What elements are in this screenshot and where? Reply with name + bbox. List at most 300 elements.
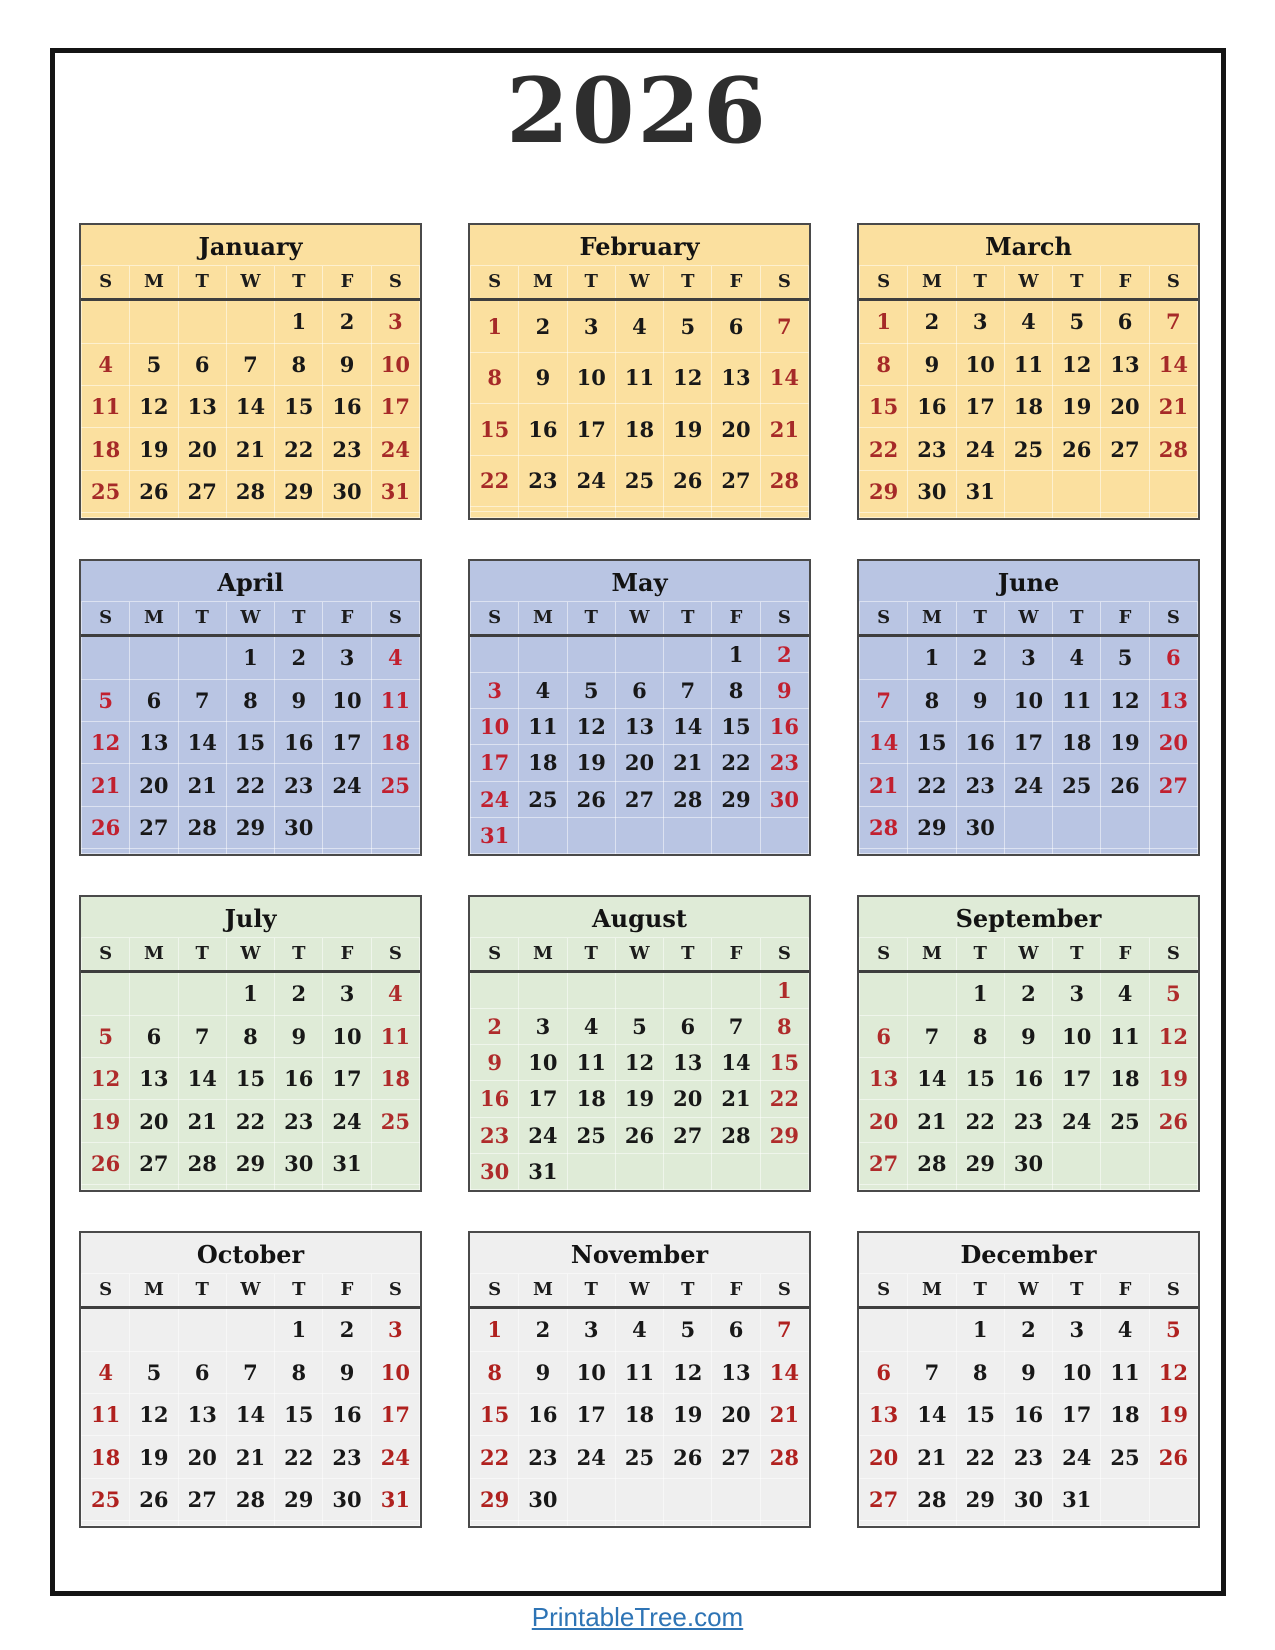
empty-cell <box>226 849 274 854</box>
weekday-header: T <box>956 266 1004 299</box>
day-cell: 30 <box>275 1142 323 1184</box>
day-cell: 1 <box>956 971 1004 1015</box>
day-cell: 31 <box>1053 1478 1101 1520</box>
day-cell: 16 <box>275 1057 323 1099</box>
weekday-header: S <box>82 266 130 299</box>
month-october <box>79 1231 422 1528</box>
day-cell: 9 <box>323 343 371 385</box>
month-grid <box>859 602 1198 854</box>
day-cell: 1 <box>226 971 274 1015</box>
day-cell: 31 <box>371 1478 419 1520</box>
day-cell: 27 <box>712 455 760 506</box>
day-cell: 7 <box>908 1015 956 1057</box>
day-cell: 6 <box>130 1015 178 1057</box>
empty-cell <box>567 1521 615 1526</box>
month-title: September <box>859 897 1198 938</box>
day-cell: 23 <box>519 1436 567 1478</box>
day-cell: 11 <box>615 352 663 403</box>
day-cell: 27 <box>1101 428 1149 470</box>
empty-cell <box>1149 1478 1197 1520</box>
day-cell: 3 <box>1004 635 1052 679</box>
empty-cell <box>956 1521 1004 1526</box>
empty-cell <box>130 1185 178 1190</box>
day-cell: 28 <box>712 1117 760 1153</box>
day-cell: 4 <box>615 299 663 352</box>
weekday-header: S <box>371 1274 419 1307</box>
day-cell: 15 <box>275 385 323 427</box>
day-cell: 4 <box>1004 299 1052 343</box>
day-cell: 18 <box>1053 721 1101 763</box>
day-cell: 18 <box>519 745 567 781</box>
day-cell: 24 <box>323 1100 371 1142</box>
month-grid <box>859 1274 1198 1526</box>
day-cell: 19 <box>1101 721 1149 763</box>
weekday-header: F <box>1101 266 1149 299</box>
weekday-header: T <box>178 938 226 971</box>
day-cell: 22 <box>275 428 323 470</box>
day-cell: 15 <box>275 1393 323 1435</box>
day-cell: 27 <box>860 1478 908 1520</box>
day-cell: 30 <box>275 806 323 848</box>
day-cell: 30 <box>908 470 956 512</box>
day-cell: 29 <box>956 1142 1004 1184</box>
weekday-header: T <box>956 1274 1004 1307</box>
day-cell: 28 <box>226 1478 274 1520</box>
day-cell: 12 <box>1101 679 1149 721</box>
empty-cell <box>82 1307 130 1351</box>
day-cell: 21 <box>226 1436 274 1478</box>
day-cell: 27 <box>1149 764 1197 806</box>
day-cell: 7 <box>860 679 908 721</box>
day-cell: 26 <box>82 1142 130 1184</box>
day-cell: 11 <box>1101 1015 1149 1057</box>
day-cell: 22 <box>956 1436 1004 1478</box>
day-cell: 11 <box>371 679 419 721</box>
day-cell: 5 <box>664 299 712 352</box>
day-cell: 13 <box>664 1045 712 1081</box>
day-cell: 22 <box>760 1081 808 1117</box>
day-cell: 16 <box>1004 1057 1052 1099</box>
day-cell: 3 <box>1053 1307 1101 1351</box>
day-cell: 5 <box>130 1351 178 1393</box>
empty-cell <box>664 971 712 1008</box>
day-cell: 7 <box>226 343 274 385</box>
empty-cell <box>371 1142 419 1184</box>
empty-cell <box>275 849 323 854</box>
day-cell: 20 <box>664 1081 712 1117</box>
weekday-header: T <box>1053 1274 1101 1307</box>
footer-link[interactable]: PrintableTree.com <box>531 1602 744 1632</box>
day-cell: 20 <box>178 428 226 470</box>
day-cell: 5 <box>130 343 178 385</box>
empty-cell <box>908 513 956 518</box>
weekday-header: S <box>1149 602 1197 635</box>
day-cell: 25 <box>1053 764 1101 806</box>
day-cell: 14 <box>760 1351 808 1393</box>
weekday-header: T <box>275 938 323 971</box>
day-cell: 29 <box>226 806 274 848</box>
day-cell: 25 <box>615 455 663 506</box>
day-cell: 23 <box>908 428 956 470</box>
day-cell: 23 <box>323 1436 371 1478</box>
day-cell: 12 <box>664 1351 712 1393</box>
day-cell: 28 <box>760 455 808 506</box>
month-grid <box>81 266 420 518</box>
day-cell: 16 <box>956 721 1004 763</box>
month-title: August <box>470 897 809 938</box>
day-cell: 28 <box>226 470 274 512</box>
day-cell: 26 <box>615 1117 663 1153</box>
empty-cell <box>82 971 130 1015</box>
day-cell: 15 <box>860 385 908 427</box>
month-december <box>857 1231 1200 1528</box>
day-cell: 12 <box>130 1393 178 1435</box>
day-cell: 7 <box>760 1307 808 1351</box>
weekday-header: W <box>1004 938 1052 971</box>
empty-cell <box>371 513 419 518</box>
day-cell: 6 <box>860 1351 908 1393</box>
empty-cell <box>1101 806 1149 848</box>
day-cell: 14 <box>664 709 712 745</box>
empty-cell <box>567 971 615 1008</box>
day-cell: 29 <box>712 781 760 817</box>
day-cell: 17 <box>471 745 519 781</box>
weekday-header: W <box>226 266 274 299</box>
day-cell: 28 <box>1149 428 1197 470</box>
day-cell: 30 <box>1004 1478 1052 1520</box>
day-cell: 28 <box>178 806 226 848</box>
weekday-header: S <box>471 938 519 971</box>
day-cell: 18 <box>615 1393 663 1435</box>
weekday-header: T <box>275 266 323 299</box>
day-cell: 17 <box>1004 721 1052 763</box>
empty-cell <box>567 1153 615 1189</box>
empty-cell <box>908 1521 956 1526</box>
day-cell: 8 <box>956 1351 1004 1393</box>
empty-cell <box>567 817 615 853</box>
empty-cell <box>371 1521 419 1526</box>
day-cell: 16 <box>760 709 808 745</box>
day-cell: 27 <box>664 1117 712 1153</box>
day-cell: 21 <box>226 428 274 470</box>
day-cell: 13 <box>1101 343 1149 385</box>
empty-cell <box>323 1521 371 1526</box>
weekday-header: W <box>615 602 663 635</box>
empty-cell <box>860 849 908 854</box>
day-cell: 11 <box>82 1393 130 1435</box>
weekday-header: W <box>1004 266 1052 299</box>
day-cell: 19 <box>1149 1057 1197 1099</box>
empty-cell <box>1101 1185 1149 1190</box>
day-cell: 15 <box>226 721 274 763</box>
day-cell: 4 <box>1101 1307 1149 1351</box>
empty-cell <box>1004 1185 1052 1190</box>
day-cell: 6 <box>860 1015 908 1057</box>
day-cell: 14 <box>178 1057 226 1099</box>
day-cell: 22 <box>471 455 519 506</box>
empty-cell <box>178 513 226 518</box>
day-cell: 24 <box>371 1436 419 1478</box>
empty-cell <box>664 1153 712 1189</box>
empty-cell <box>615 1478 663 1520</box>
weekday-header: F <box>712 266 760 299</box>
day-cell: 7 <box>712 1008 760 1044</box>
day-cell: 5 <box>82 1015 130 1057</box>
weekday-header: S <box>1149 1274 1197 1307</box>
empty-cell <box>567 512 615 518</box>
empty-cell <box>1101 470 1149 512</box>
weekday-header: T <box>956 938 1004 971</box>
empty-cell <box>323 513 371 518</box>
day-cell: 10 <box>519 1045 567 1081</box>
empty-cell <box>860 971 908 1015</box>
weekday-header: M <box>519 266 567 299</box>
day-cell: 21 <box>178 1100 226 1142</box>
day-cell: 5 <box>664 1307 712 1351</box>
day-cell: 21 <box>908 1100 956 1142</box>
empty-cell <box>1004 806 1052 848</box>
day-cell: 26 <box>130 1478 178 1520</box>
weekday-header: S <box>82 1274 130 1307</box>
month-november <box>468 1231 811 1528</box>
empty-cell <box>664 1521 712 1526</box>
empty-cell <box>519 971 567 1008</box>
empty-cell <box>1101 1521 1149 1526</box>
day-cell: 8 <box>956 1015 1004 1057</box>
empty-cell <box>860 513 908 518</box>
weekday-header: W <box>226 938 274 971</box>
empty-cell <box>371 849 419 854</box>
day-cell: 24 <box>519 1117 567 1153</box>
empty-cell <box>712 817 760 853</box>
weekday-header: S <box>1149 938 1197 971</box>
day-cell: 15 <box>471 1393 519 1435</box>
empty-cell <box>1004 849 1052 854</box>
empty-cell <box>712 1521 760 1526</box>
empty-cell <box>471 971 519 1008</box>
empty-cell <box>226 1521 274 1526</box>
weekday-header: F <box>1101 938 1149 971</box>
month-grid <box>81 938 420 1190</box>
day-cell: 25 <box>1101 1100 1149 1142</box>
empty-cell <box>323 1185 371 1190</box>
day-cell: 14 <box>760 352 808 403</box>
day-cell: 2 <box>956 635 1004 679</box>
empty-cell <box>178 299 226 343</box>
day-cell: 4 <box>567 1008 615 1044</box>
day-cell: 20 <box>615 745 663 781</box>
day-cell: 28 <box>908 1142 956 1184</box>
empty-cell <box>519 1521 567 1526</box>
day-cell: 23 <box>471 1117 519 1153</box>
day-cell: 25 <box>82 470 130 512</box>
weekday-header: F <box>1101 1274 1149 1307</box>
day-cell: 11 <box>371 1015 419 1057</box>
day-cell: 30 <box>323 1478 371 1520</box>
day-cell: 2 <box>908 299 956 343</box>
empty-cell <box>130 849 178 854</box>
weekday-header: M <box>519 602 567 635</box>
day-cell: 26 <box>664 455 712 506</box>
weekday-header: T <box>567 938 615 971</box>
day-cell: 12 <box>1149 1351 1197 1393</box>
day-cell: 26 <box>1149 1436 1197 1478</box>
month-grid <box>859 938 1198 1190</box>
weekday-header: S <box>760 602 808 635</box>
day-cell: 4 <box>82 343 130 385</box>
day-cell: 17 <box>323 1057 371 1099</box>
weekday-header: S <box>860 602 908 635</box>
day-cell: 13 <box>130 1057 178 1099</box>
empty-cell <box>130 513 178 518</box>
weekday-header: T <box>178 602 226 635</box>
day-cell: 9 <box>1004 1351 1052 1393</box>
empty-cell <box>226 1307 274 1351</box>
empty-cell <box>860 1521 908 1526</box>
empty-cell <box>82 849 130 854</box>
day-cell: 1 <box>908 635 956 679</box>
day-cell: 1 <box>226 635 274 679</box>
weekday-header: S <box>471 602 519 635</box>
day-cell: 18 <box>371 721 419 763</box>
empty-cell <box>615 1521 663 1526</box>
empty-cell <box>519 817 567 853</box>
day-cell: 2 <box>275 971 323 1015</box>
day-cell: 21 <box>760 1393 808 1435</box>
day-cell: 15 <box>471 404 519 455</box>
day-cell: 13 <box>712 1351 760 1393</box>
weekday-header: T <box>567 1274 615 1307</box>
day-cell: 14 <box>1149 343 1197 385</box>
month-april <box>79 559 422 856</box>
weekday-header: W <box>226 1274 274 1307</box>
day-cell: 16 <box>323 1393 371 1435</box>
day-cell: 20 <box>130 1100 178 1142</box>
empty-cell <box>712 1153 760 1189</box>
empty-cell <box>956 513 1004 518</box>
empty-cell <box>82 299 130 343</box>
day-cell: 6 <box>178 343 226 385</box>
month-january <box>79 223 422 520</box>
day-cell: 18 <box>82 1436 130 1478</box>
empty-cell <box>82 1521 130 1526</box>
empty-cell <box>226 1185 274 1190</box>
day-cell: 3 <box>567 299 615 352</box>
empty-cell <box>1004 470 1052 512</box>
weekday-header: M <box>130 602 178 635</box>
day-cell: 28 <box>178 1142 226 1184</box>
day-cell: 26 <box>130 470 178 512</box>
day-cell: 8 <box>471 1351 519 1393</box>
day-cell: 25 <box>615 1436 663 1478</box>
weekday-header: S <box>760 938 808 971</box>
day-cell: 28 <box>760 1436 808 1478</box>
day-cell: 27 <box>860 1142 908 1184</box>
day-cell: 25 <box>567 1117 615 1153</box>
day-cell: 31 <box>371 470 419 512</box>
day-cell: 1 <box>956 1307 1004 1351</box>
day-cell: 22 <box>471 1436 519 1478</box>
day-cell: 3 <box>371 299 419 343</box>
weekday-header: T <box>1053 938 1101 971</box>
empty-cell <box>178 971 226 1015</box>
day-cell: 2 <box>760 635 808 672</box>
weekday-header: T <box>275 602 323 635</box>
weekday-header: T <box>567 602 615 635</box>
day-cell: 2 <box>323 299 371 343</box>
weekday-header: F <box>1101 602 1149 635</box>
month-title: March <box>859 225 1198 266</box>
day-cell: 14 <box>712 1045 760 1081</box>
day-cell: 29 <box>860 470 908 512</box>
day-cell: 13 <box>860 1393 908 1435</box>
empty-cell <box>130 635 178 679</box>
day-cell: 8 <box>226 1015 274 1057</box>
day-cell: 19 <box>567 745 615 781</box>
day-cell: 25 <box>371 1100 419 1142</box>
day-cell: 1 <box>275 1307 323 1351</box>
day-cell: 4 <box>82 1351 130 1393</box>
day-cell: 21 <box>908 1436 956 1478</box>
day-cell: 12 <box>567 709 615 745</box>
empty-cell <box>664 635 712 672</box>
empty-cell <box>908 849 956 854</box>
empty-cell <box>1053 849 1101 854</box>
day-cell: 10 <box>567 352 615 403</box>
day-cell: 6 <box>1101 299 1149 343</box>
day-cell: 26 <box>1101 764 1149 806</box>
weekday-header: F <box>323 1274 371 1307</box>
day-cell: 12 <box>130 385 178 427</box>
day-cell: 9 <box>956 679 1004 721</box>
day-cell: 10 <box>371 343 419 385</box>
day-cell: 6 <box>615 672 663 708</box>
month-title: December <box>859 1233 1198 1274</box>
day-cell: 17 <box>956 385 1004 427</box>
empty-cell <box>1149 1185 1197 1190</box>
day-cell: 4 <box>615 1307 663 1351</box>
day-cell: 3 <box>471 672 519 708</box>
empty-cell <box>1004 1521 1052 1526</box>
day-cell: 22 <box>226 764 274 806</box>
day-cell: 13 <box>178 385 226 427</box>
day-cell: 1 <box>471 1307 519 1351</box>
day-cell: 14 <box>226 385 274 427</box>
empty-cell <box>712 1478 760 1520</box>
day-cell: 6 <box>1149 635 1197 679</box>
day-cell: 31 <box>956 470 1004 512</box>
day-cell: 18 <box>1101 1393 1149 1435</box>
day-cell: 27 <box>712 1436 760 1478</box>
day-cell: 13 <box>1149 679 1197 721</box>
day-cell: 19 <box>664 1393 712 1435</box>
day-cell: 12 <box>615 1045 663 1081</box>
day-cell: 18 <box>1101 1057 1149 1099</box>
day-cell: 12 <box>1149 1015 1197 1057</box>
day-cell: 27 <box>130 806 178 848</box>
day-cell: 4 <box>371 635 419 679</box>
empty-cell <box>1149 1521 1197 1526</box>
month-title: October <box>81 1233 420 1274</box>
day-cell: 5 <box>567 672 615 708</box>
day-cell: 24 <box>1053 1436 1101 1478</box>
empty-cell <box>615 971 663 1008</box>
weekday-header: S <box>82 602 130 635</box>
day-cell: 28 <box>908 1478 956 1520</box>
empty-cell <box>760 1153 808 1189</box>
day-cell: 21 <box>860 764 908 806</box>
weekday-header: T <box>664 266 712 299</box>
